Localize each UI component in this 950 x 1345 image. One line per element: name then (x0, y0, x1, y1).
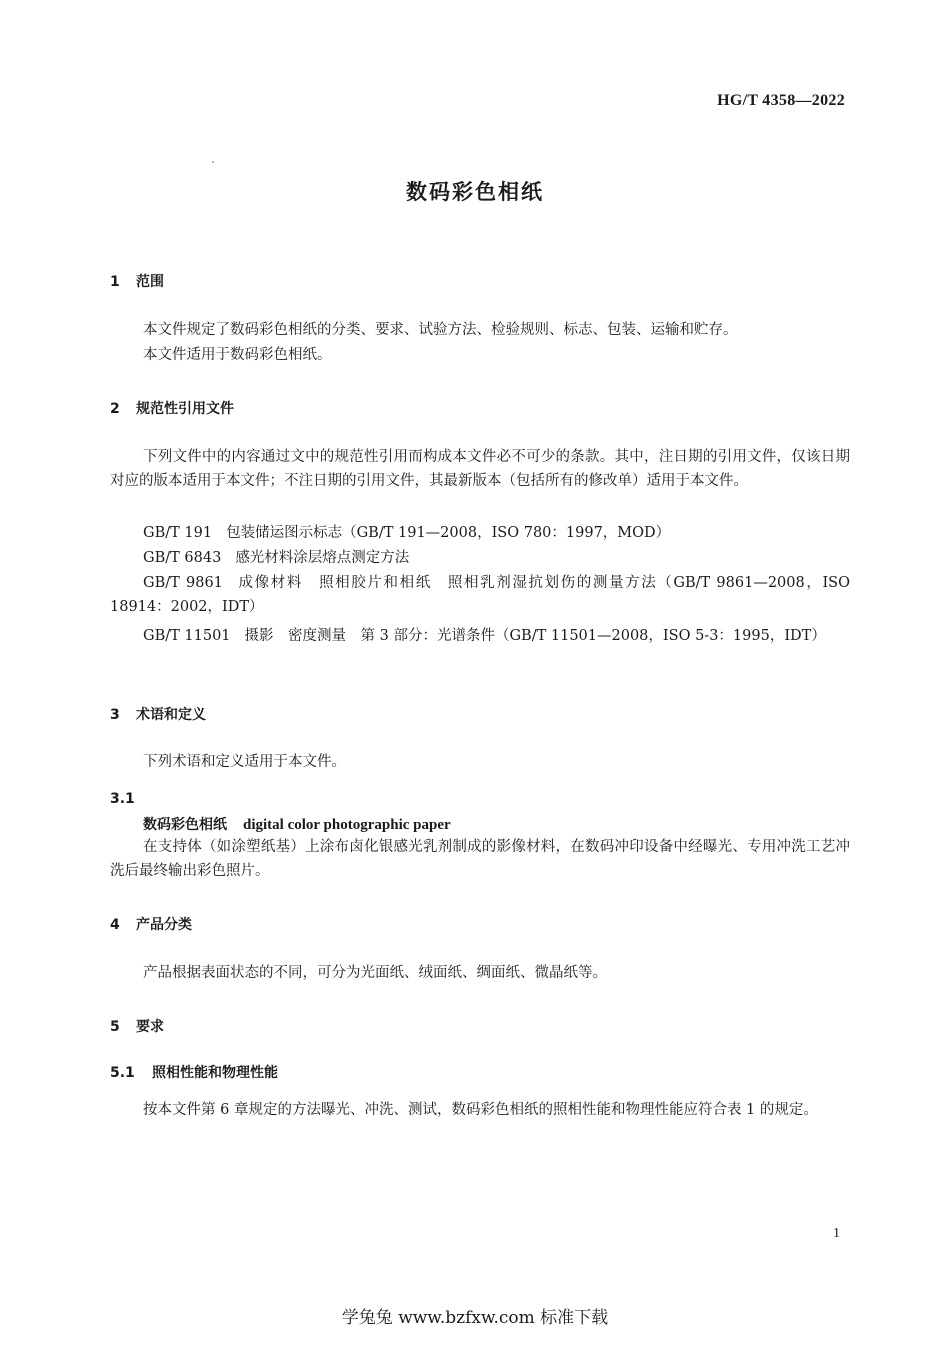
reference-title: 成像材料 照相胶片和相纸 照相乳剂湿抗划伤的测量方法（GB/T 9861—2008，ISO 18914：2002，IDT） (110, 575, 850, 615)
scan-speck (212, 161, 214, 163)
section-number: 4 (110, 917, 120, 933)
reference-title: 感光材料涂层熔点测定方法 (235, 550, 410, 566)
section-title: 术语和定义 (136, 707, 206, 723)
section-number: 2 (110, 401, 120, 417)
section-number: 1 (110, 274, 120, 290)
term-zh: 数码彩色相纸 (143, 817, 227, 833)
reference-item (110, 624, 850, 648)
reference-item (110, 571, 850, 619)
section-title: 范围 (136, 274, 164, 290)
section-5-heading (110, 1016, 164, 1036)
scope-paragraph-2: 本文件适用于数码彩色相纸。 (143, 347, 332, 363)
reference-item (143, 546, 409, 570)
section-3-heading (110, 704, 206, 724)
term-definition: 在支持体（如涂塑纸基）上涂布卤化银感光乳剂制成的影像材料，在数码冲印设备中经曝光、专用冲洗工艺冲洗后最终输出彩色照片。 (110, 839, 850, 879)
section-number: 3 (110, 707, 120, 723)
reference-code: GB/T 11501 (143, 628, 231, 644)
reference-code: GB/T 6843 (143, 550, 222, 566)
document-code: HG/T 4358—2022 (717, 92, 845, 109)
section-title: 要求 (136, 1019, 164, 1035)
scope-paragraph-1: 本文件规定了数码彩色相纸的分类、要求、试验方法、检验规则、标志、包装、运输和贮存。 (143, 322, 738, 338)
reference-title: 摄影 密度测量 第 3 部分：光谱条件（GB/T 11501—2008，ISO 5-3：1995，IDT） (244, 628, 826, 644)
page-number: 1 (833, 1226, 840, 1241)
term-number: 3.1 (110, 791, 135, 807)
section-2-heading (110, 398, 234, 418)
term-en: digital color photographic paper (243, 817, 451, 833)
section-title: 规范性引用文件 (136, 401, 234, 417)
section-1-heading (110, 271, 164, 291)
subsection-number: 5.1 (110, 1065, 135, 1081)
reference-item (143, 521, 670, 545)
requirements-paragraph: 按本文件第 6 章规定的方法曝光、冲洗、测试，数码彩色相纸的照相性能和物理性能应符合表 1 的规定。 (143, 1102, 818, 1118)
subsection-title: 照相性能和物理性能 (152, 1065, 278, 1081)
reference-title: 包装储运图示标志（GB/T 191—2008，ISO 780：1997，MOD） (226, 525, 671, 541)
reference-code: GB/T 9861 (143, 575, 223, 591)
section-title: 产品分类 (136, 917, 192, 933)
term-entry (143, 814, 451, 834)
references-intro: 下列文件中的内容通过文中的规范性引用而构成本文件必不可少的条款。其中，注日期的引用文件，仅该日期对应的版本适用于本文件；不注日期的引用文件，其最新版本（包括所有的修改单）适用于本文件。 (110, 449, 850, 489)
terms-intro: 下列术语和定义适用于本文件。 (143, 754, 346, 770)
section-number: 5 (110, 1019, 120, 1035)
subsection-5-1-heading (110, 1062, 278, 1082)
footer-watermark: 学兔兔 www.bzfxw.com 标准下载 (341, 1308, 609, 1328)
reference-code: GB/T 191 (143, 525, 213, 541)
document-title: 数码彩色相纸 (406, 180, 544, 204)
classification-paragraph: 产品根据表面状态的不同，可分为光面纸、绒面纸、绸面纸、微晶纸等。 (143, 965, 607, 981)
section-4-heading (110, 914, 192, 934)
